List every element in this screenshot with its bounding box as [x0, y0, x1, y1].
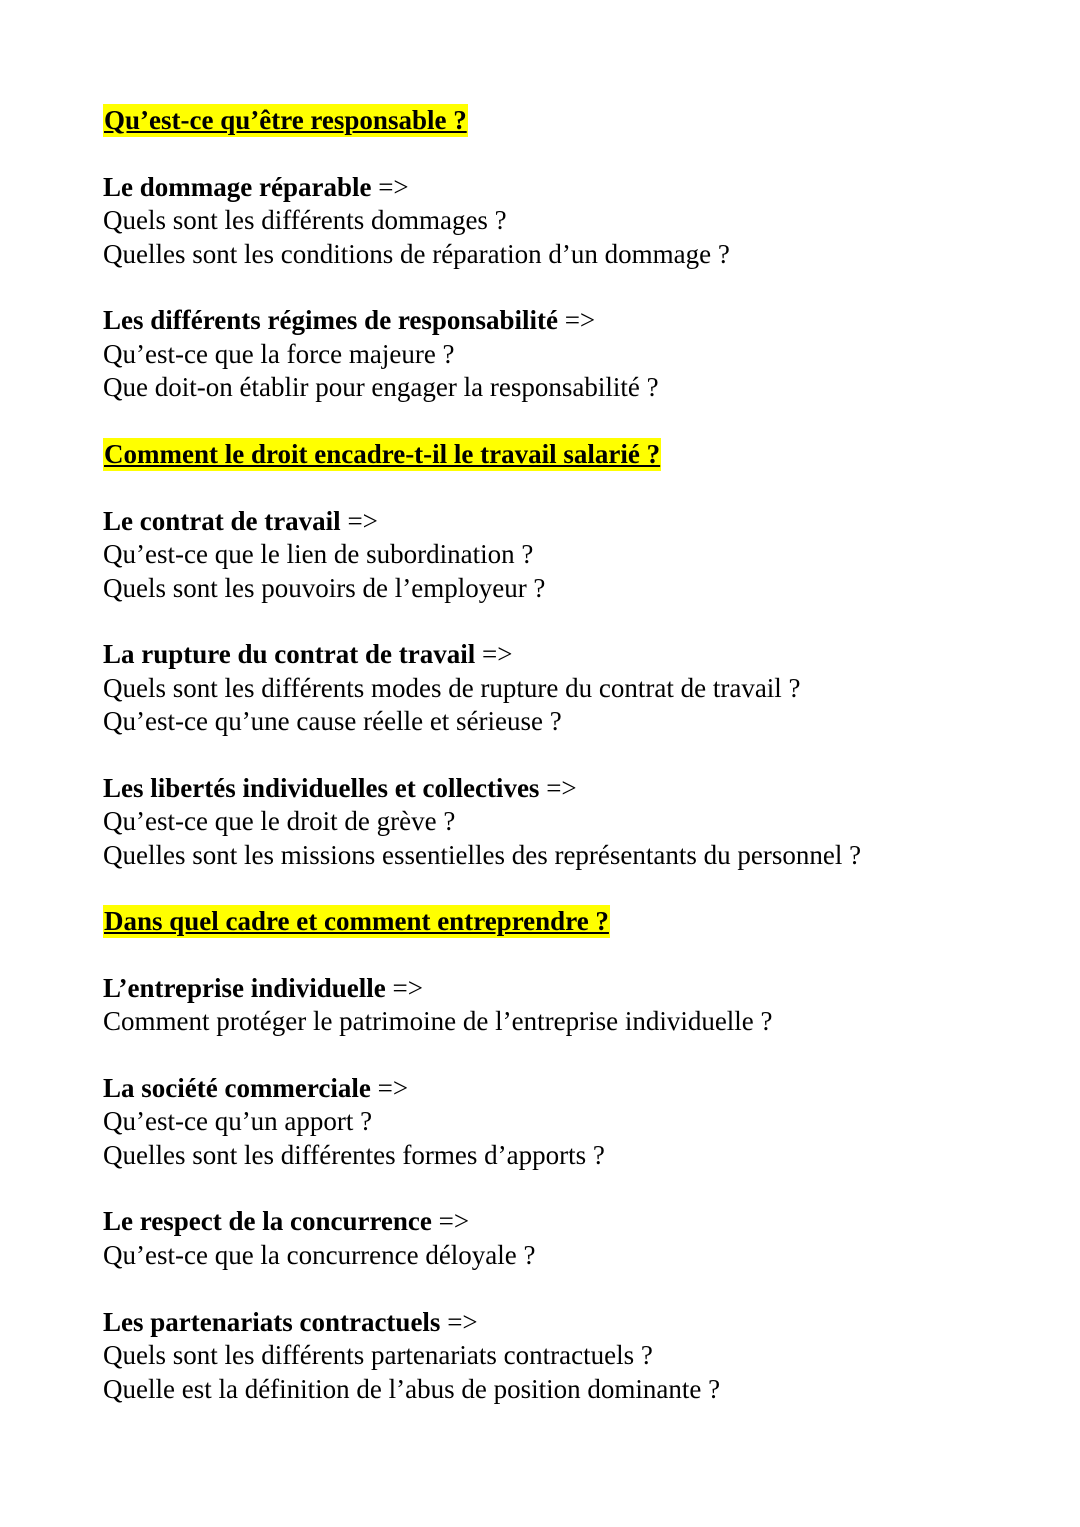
section-title-travail-salarie: Comment le droit encadre-t-il le travail salarié ? [104, 439, 661, 469]
topic-heading-text: Les libertés individuelles et collectives [103, 773, 540, 803]
arrow: => [557, 305, 596, 335]
question: Quelles sont les différentes formes d’apports ? [103, 1140, 605, 1170]
question: Quels sont les différents modes de rupture du contrat de travail ? [103, 673, 801, 703]
topic-heading [103, 972, 423, 1005]
topic-heading [103, 1306, 478, 1339]
arrow: => [370, 1073, 409, 1103]
question: Qu’est-ce que le droit de grève ? [103, 806, 456, 836]
arrow: => [385, 973, 423, 1003]
arrow: => [539, 773, 577, 803]
question: Quelle est la définition de l’abus de position dominante ? [103, 1374, 721, 1404]
topic-heading-text: Le dommage réparable [103, 172, 372, 202]
topic-heading [103, 1072, 408, 1105]
arrow: => [371, 172, 409, 202]
question: Quels sont les pouvoirs de l’employeur ? [103, 573, 546, 603]
question: Comment protéger le patrimoine de l’entreprise individuelle ? [103, 1006, 773, 1036]
question: Qu’est-ce que le lien de subordination ? [103, 539, 534, 569]
topic-heading-text: Le contrat de travail [103, 506, 341, 536]
topic-heading-text: Les partenariats contractuels [103, 1307, 441, 1337]
topic-heading [103, 772, 577, 805]
topic-heading-text: Les différents régimes de responsabilité [103, 305, 558, 335]
topic-heading [103, 505, 378, 538]
question: Quels sont les différents dommages ? [103, 205, 507, 235]
section-title-responsabilite: Qu’est-ce qu’être responsable ? [104, 105, 467, 135]
arrow: => [431, 1206, 470, 1236]
arrow: => [440, 1307, 478, 1337]
topic-heading [103, 638, 512, 671]
topic-heading-text: La rupture du contrat de travail [103, 639, 476, 669]
topic-heading [103, 1205, 469, 1238]
section-title-entreprendre: Dans quel cadre et comment entreprendre ? [104, 906, 609, 936]
arrow: => [340, 506, 378, 536]
question: Qu’est-ce qu’un apport ? [103, 1106, 373, 1136]
topic-heading-text: La société commerciale [103, 1073, 371, 1103]
arrow: => [475, 639, 513, 669]
question: Quelles sont les conditions de réparation d’un dommage ? [103, 239, 730, 269]
question: Quelles sont les missions essentielles des représentants du personnel ? [103, 840, 862, 870]
topic-heading [103, 304, 595, 337]
question: Qu’est-ce que la concurrence déloyale ? [103, 1240, 536, 1270]
question: Quels sont les différents partenariats contractuels ? [103, 1340, 653, 1370]
question: Que doit-on établir pour engager la responsabilité ? [103, 372, 659, 402]
question: Qu’est-ce qu’une cause réelle et sérieuse ? [103, 706, 562, 736]
topic-heading-text: L’entreprise individuelle [103, 973, 386, 1003]
topic-heading-text: Le respect de la concurrence [103, 1206, 432, 1236]
question: Qu’est-ce que la force majeure ? [103, 339, 455, 369]
topic-heading [103, 171, 409, 204]
